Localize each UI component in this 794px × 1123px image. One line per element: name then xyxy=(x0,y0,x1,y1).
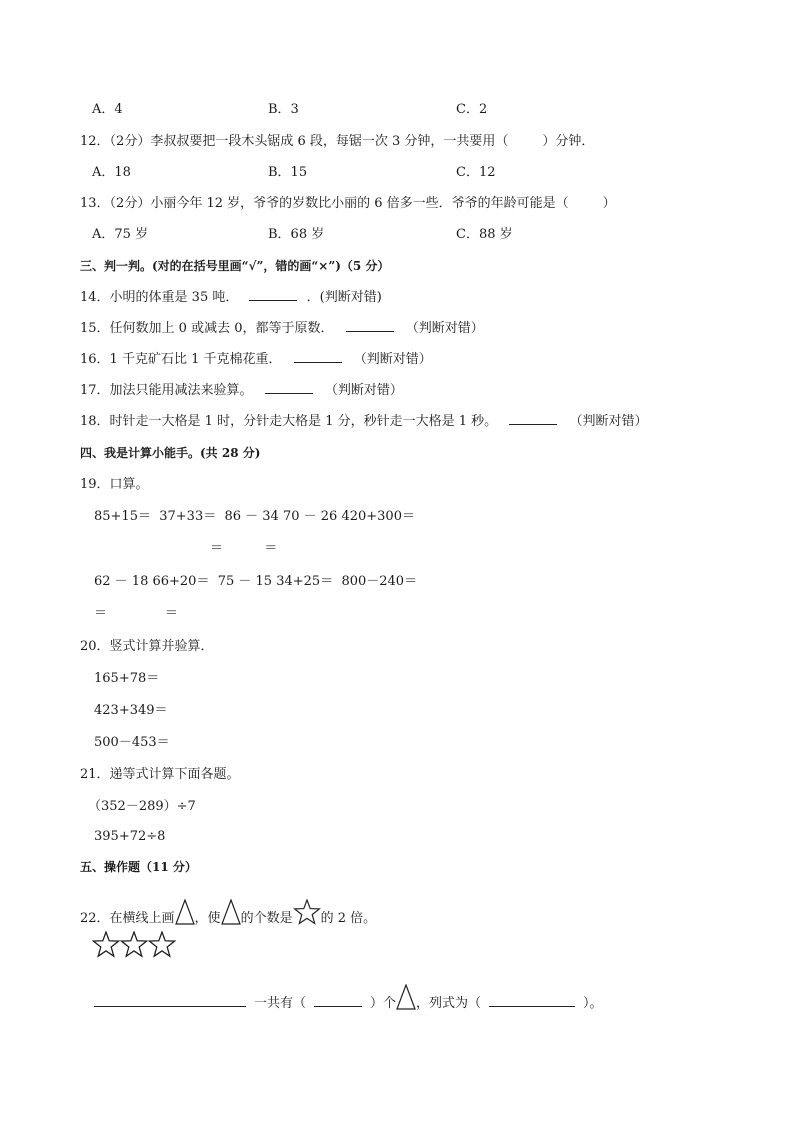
q14-text: 14．小明的体重是 35 吨． xyxy=(80,290,239,305)
star-icon xyxy=(120,931,148,958)
q14 xyxy=(80,288,382,307)
q21-item-2: 395+72÷8 xyxy=(94,829,166,844)
q11-option-b: B．3 xyxy=(268,102,299,117)
q11-option-c: C．2 xyxy=(456,102,488,117)
q18-text: 18．时针走一大格是 1 时，分针走大格是 1 分，秒针走一大格是 1 秒。 xyxy=(80,414,498,429)
answer-blank[interactable] xyxy=(346,319,394,332)
star-icon xyxy=(293,899,321,925)
q22-text-1: 22．在横线上画 xyxy=(80,911,175,926)
q20-title: 20．竖式计算并验算． xyxy=(80,639,214,654)
q19-row2-equals: ＝ ＝ xyxy=(94,606,178,621)
q13-option-b: B．68 岁 xyxy=(268,227,325,242)
count-blank[interactable] xyxy=(314,994,362,1007)
drawing-line[interactable] xyxy=(94,994,246,1007)
q19-row2: 62 － 18 66+20＝ 75 － 15 34+25＝ 800－240＝ xyxy=(94,574,418,589)
answer-blank[interactable] xyxy=(249,288,297,301)
q15 xyxy=(80,319,484,338)
q22-text-4: 的 2 倍。 xyxy=(320,911,377,926)
q12-text-end: ）分钟． xyxy=(542,134,595,149)
q12-question xyxy=(80,133,594,151)
q19-row1: 85+15＝ 37+33＝ 86 － 34 70 － 26 420+300＝ xyxy=(94,509,415,524)
q15-text: 15．任何数加上 0 或减去 0，都等于原数． xyxy=(80,321,334,336)
q22-question xyxy=(80,899,376,931)
q16-text: 16．1 千克矿石比 1 千克棉花重． xyxy=(80,352,282,367)
q19-title: 19．口算。 xyxy=(80,477,149,492)
q13-option-c: C．88 岁 xyxy=(456,227,513,242)
q18 xyxy=(80,412,647,431)
star-row xyxy=(92,931,176,959)
q12-option-a: A．18 xyxy=(92,165,131,180)
q22-text-3: 的个数是 xyxy=(240,911,293,926)
q21-title: 21．递等式计算下面各题。 xyxy=(80,767,240,782)
triangle-icon xyxy=(175,899,195,925)
q12-option-b: B．15 xyxy=(268,165,308,180)
q19-row1-equals: ＝ ＝ xyxy=(210,541,278,556)
q13-text: 13．（2分）小丽今年 12 岁，爷爷的岁数比小丽的 6 倍多一些．爷爷的年龄可能是（ xyxy=(80,196,569,211)
q13-text-end: ） xyxy=(602,196,616,211)
q11-option-a: A．4 xyxy=(92,102,123,117)
star-icon xyxy=(92,931,120,958)
q17 xyxy=(80,381,403,400)
star-icon xyxy=(148,931,176,958)
q12-text: 12．（2分）李叔叔要把一段木头锯成 6 段，每锯一次 3 分钟，一共要用（ xyxy=(80,134,509,149)
q16 xyxy=(80,350,432,369)
q21-item-1: （352－289）÷7 xyxy=(88,799,196,814)
section3-title: 三、判一判。(对的在括号里画“√”，错的画“×”)（5 分） xyxy=(80,259,390,273)
q22-answer-text-2: ）个 xyxy=(370,996,397,1011)
triangle-icon xyxy=(396,984,416,1010)
q22-text-2: ，使 xyxy=(194,911,221,926)
q18-suffix: （判断对错） xyxy=(569,414,648,429)
q14-suffix: ．(判断对错) xyxy=(306,290,382,305)
q12-option-c: C．12 xyxy=(456,165,496,180)
section5-title: 五、操作题（11 分） xyxy=(80,860,197,874)
q22-answer-text-3: ，列式为（ xyxy=(416,996,482,1011)
q20-item-2: 423+349＝ xyxy=(94,703,168,718)
triangle-icon xyxy=(221,899,241,925)
q16-suffix: （判断对错） xyxy=(353,352,432,367)
q17-text: 17．加法只能用减法来验算。 xyxy=(80,383,253,398)
q22-answer-text-4: ）。 xyxy=(583,996,603,1011)
answer-blank[interactable] xyxy=(265,381,313,394)
q15-suffix: （判断对错） xyxy=(405,321,484,336)
answer-blank[interactable] xyxy=(509,412,557,425)
q13-question xyxy=(80,195,616,213)
q17-suffix: （判断对错） xyxy=(324,383,403,398)
section4-title: 四、我是计算小能手。(共 28 分) xyxy=(80,446,261,460)
q13-option-a: A．75 岁 xyxy=(92,227,149,242)
formula-blank[interactable] xyxy=(489,994,575,1007)
q20-item-1: 165+78＝ xyxy=(94,671,160,686)
q20-item-3: 500－453＝ xyxy=(94,735,170,750)
q22-answer-line xyxy=(94,984,603,1017)
q22-answer-text-1: 一共有（ xyxy=(254,996,307,1011)
answer-blank[interactable] xyxy=(294,350,342,363)
